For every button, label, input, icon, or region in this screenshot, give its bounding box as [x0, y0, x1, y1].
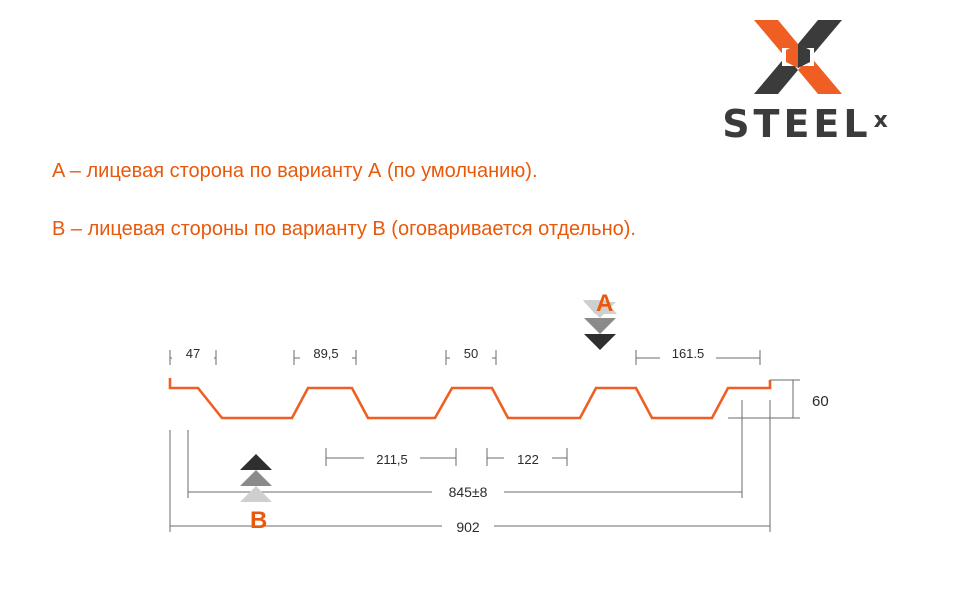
marker-a-label: A — [596, 290, 614, 317]
brand-logo — [690, 18, 920, 146]
steelx-logo-mark-icon — [752, 18, 844, 96]
profile-diagram — [0, 270, 970, 570]
dimension-labels — [172, 342, 829, 537]
dim-60-label: 60 — [812, 393, 829, 410]
dim-161-5-label: 161.5 — [671, 346, 705, 361]
dimension-lines — [170, 350, 800, 532]
marker-b-chevron-up-icon — [240, 454, 272, 502]
marker-b-label: B — [250, 507, 268, 534]
legend-variant-b: B – лицевая стороны по варианту B (оговаривается отдельно). — [52, 218, 636, 240]
legend-variant-a: A – лицевая сторона по варианту А (по умолчанию). — [52, 160, 538, 182]
dim-211-5-label: 211,5 — [376, 452, 408, 467]
logo-wordmark — [690, 102, 920, 144]
profile-outline — [170, 378, 770, 418]
dim-47-label: 47 — [185, 346, 201, 361]
dim-902-label: 902 — [456, 519, 480, 535]
dim-845-label: 845±8 — [448, 484, 488, 500]
logo-word: STEEL — [722, 102, 872, 146]
dim-50-label: 50 — [463, 346, 479, 361]
logo-superscript: x — [873, 108, 888, 133]
dim-89-5-label: 89,5 — [313, 346, 339, 361]
dim-122-label: 122 — [517, 452, 539, 467]
